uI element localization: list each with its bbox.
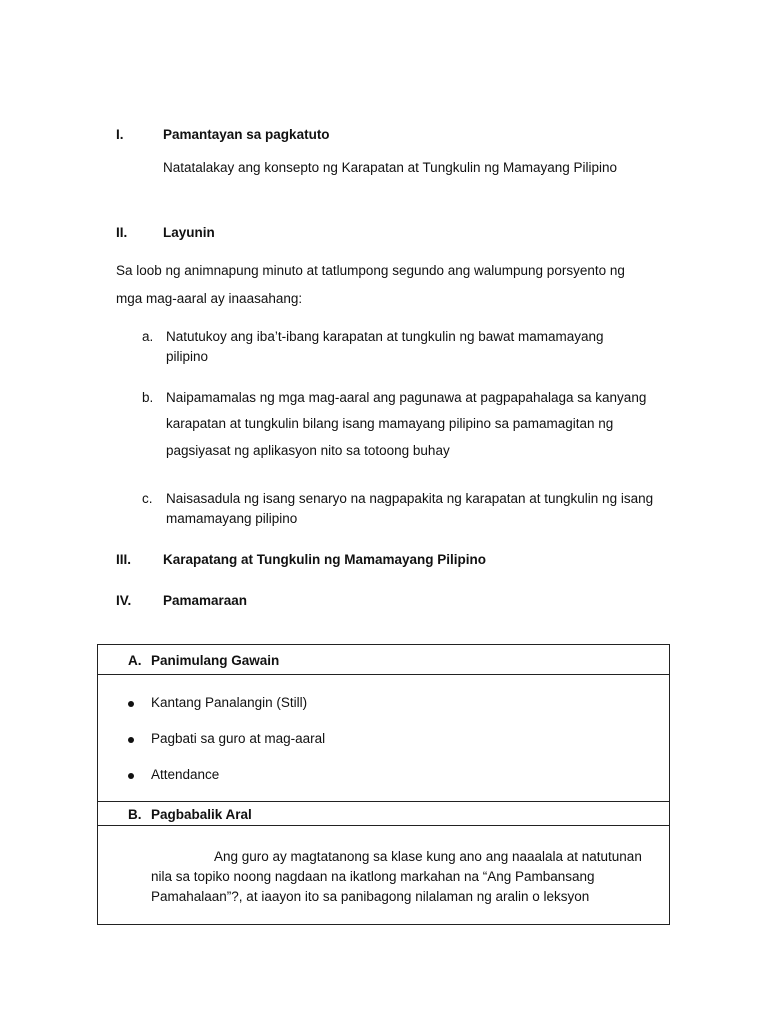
table-a-letter: A.: [128, 653, 142, 668]
objective-a-line-1: Natutukoy ang iba’t-ibang karapatan at tungkulin ng bawat mamamayang: [166, 329, 604, 344]
table-b-title: Pagbabalik Aral: [151, 807, 252, 822]
objective-a-letter: a.: [142, 329, 154, 344]
procedure-table: [97, 644, 670, 925]
objective-b-line-3: pagsiyasat ng aplikasyon nito sa totoong buhay: [166, 443, 450, 458]
section-1-body: Natatalakay ang konsepto ng Karapatan at Tungkulin ng Mamayang Pilipino: [163, 160, 618, 175]
objective-b-line-1: Naipamamalas ng mga mag-aaral ang pagunawa at pagpapahalaga sa kanyang: [166, 390, 647, 405]
section-1-title: Pamantayan sa pagkatuto: [163, 127, 330, 142]
section-2-number: II.: [116, 225, 128, 240]
table-a-title: Panimulang Gawain: [151, 653, 280, 668]
table-divider-3: [98, 825, 669, 826]
table-divider-1: [98, 674, 669, 675]
objective-b-letter: b.: [142, 390, 154, 405]
objective-c-line-1: Naisasadula ng isang senaryo na nagpapakita ng karapatan at tungkulin ng isang: [166, 491, 654, 506]
section-2-title: Layunin: [163, 225, 215, 240]
section-4-number: IV.: [116, 593, 132, 608]
table-a-bullet-3: Attendance: [151, 767, 220, 782]
objective-c-line-2: mamamayang pilipino: [166, 511, 298, 526]
table-a-bullet-1: Kantang Panalangin (Still): [151, 695, 308, 710]
bullet-dot-icon: [128, 737, 134, 743]
section-4-title: Pamamaraan: [163, 593, 248, 608]
bullet-dot-icon: [128, 701, 134, 707]
section-3-number: III.: [116, 552, 132, 567]
section-3-title: Karapatang at Tungkulin ng Mamamayang Pilipino: [163, 552, 487, 567]
objective-a-line-2: pilipino: [166, 349, 209, 364]
section-2-intro-line-1: Sa loob ng animnapung minuto at tatlumpong segundo ang walumpung porsyento ng: [116, 263, 625, 278]
table-b-line-1: Ang guro ay magtatanong sa klase kung ano ang naaalala at natutunan: [214, 849, 642, 864]
table-a-bullet-2: Pagbati sa guro at mag-aaral: [151, 731, 326, 746]
table-divider-2: [98, 801, 669, 802]
objective-c-letter: c.: [142, 491, 153, 506]
objective-b-line-2: karapatan at tungkulin bilang isang mamayang pilipino sa pamamagitan ng: [166, 416, 614, 431]
section-1-number: I.: [116, 127, 124, 142]
section-2-intro-line-2: mga mag-aaral ay inaasahang:: [116, 291, 303, 306]
table-b-line-3: Pamahalaan”?, at iaayon ito sa panibagong nilalaman ng aralin o leksyon: [151, 889, 590, 904]
table-b-line-2: nila sa topiko noong nagdaan na ikatlong markahan na “Ang Pambansang: [151, 869, 595, 884]
bullet-dot-icon: [128, 773, 134, 779]
table-b-letter: B.: [128, 807, 142, 822]
